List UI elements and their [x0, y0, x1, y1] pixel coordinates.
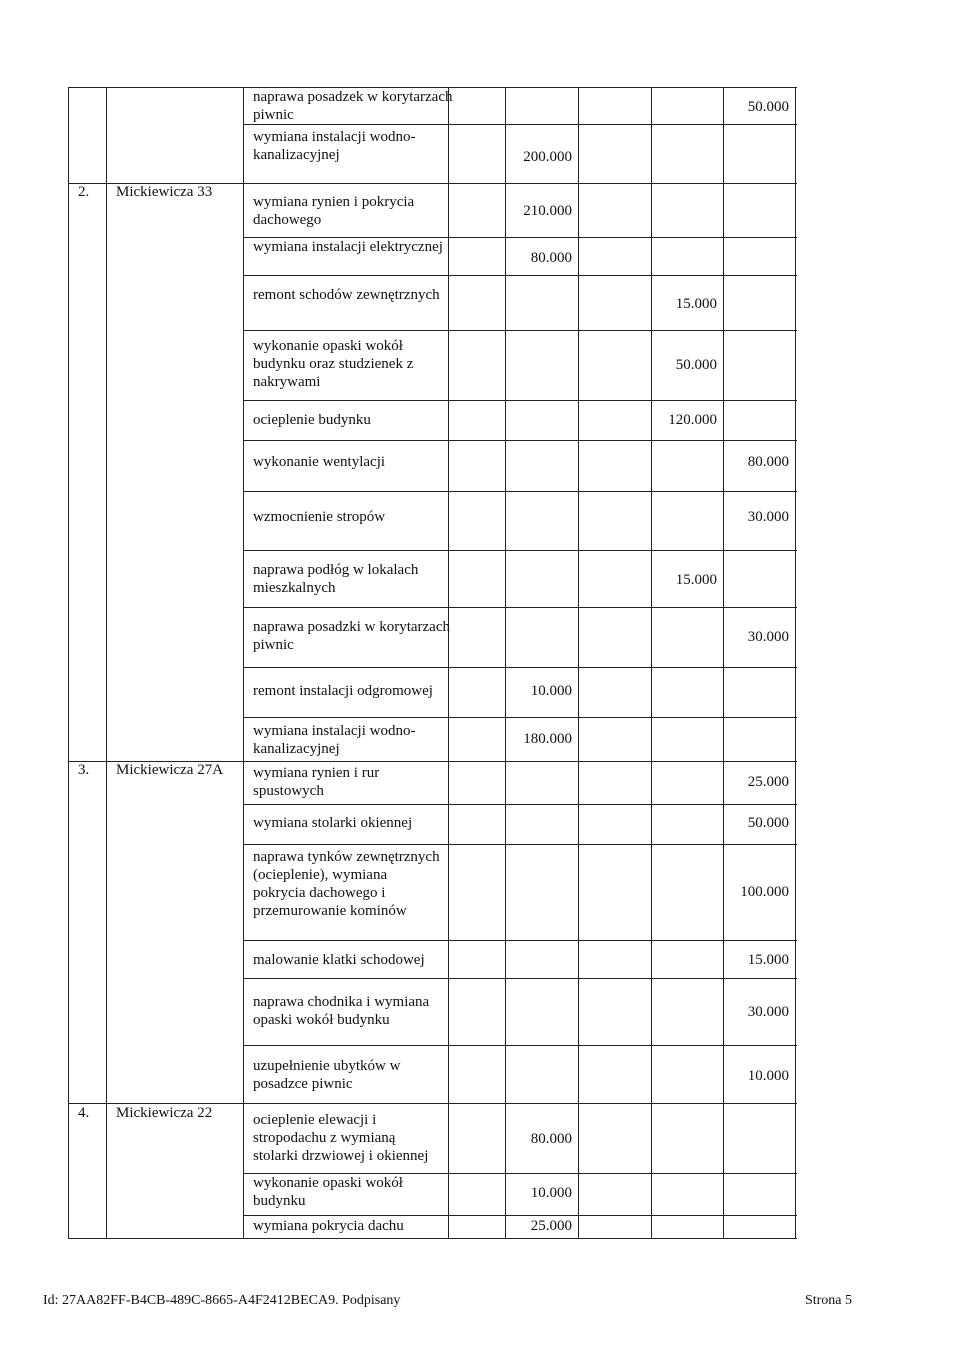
table-border-bottom: [68, 1238, 797, 1239]
building-number: 2.: [78, 184, 90, 200]
row-divider: [243, 491, 797, 492]
building-address: Mickiewicza 33: [116, 184, 213, 200]
work-amount: 80.000: [530, 1131, 572, 1147]
row-divider: [243, 550, 797, 551]
work-description: wykonanie opaski wokół budynku: [253, 1175, 403, 1209]
row-divider: [243, 667, 797, 668]
table-border-right: [795, 87, 796, 1239]
document-id: Id: 27AA82FF-B4CB-489C-8665-A4F2412BECA9. Podpisany: [43, 1293, 401, 1308]
column-divider: [106, 87, 107, 1239]
work-description: ocieplenie elewacji i stropodachu z wymianą stolarki drzwiowej i okiennej: [253, 1112, 429, 1164]
work-amount: 10.000: [530, 1185, 572, 1201]
building-number: 3.: [78, 762, 90, 778]
work-description: wymiana rynien i rur spustowych: [253, 765, 380, 799]
row-divider: [243, 1045, 797, 1046]
building-address: Mickiewicza 27A: [116, 762, 224, 778]
row-divider: [243, 940, 797, 941]
row-divider: [243, 183, 797, 184]
work-amount: 30.000: [747, 629, 789, 645]
work-description: remont instalacji odgromowej: [253, 683, 433, 699]
building-address: Mickiewicza 22: [116, 1105, 213, 1121]
work-description: wymiana rynien i pokrycia dachowego: [253, 194, 415, 228]
work-amount: 15.000: [675, 296, 717, 312]
column-divider: [651, 87, 652, 1239]
work-description: malowanie klatki schodowej: [253, 952, 425, 968]
row-divider: [243, 440, 797, 441]
work-amount: 200.000: [523, 149, 572, 165]
row-divider: [243, 804, 797, 805]
work-amount: 10.000: [530, 683, 572, 699]
work-description: wykonanie wentylacji: [253, 454, 386, 470]
work-amount: 50.000: [675, 357, 717, 373]
row-divider: [243, 400, 797, 401]
row-divider: [243, 124, 797, 125]
works-table: [68, 87, 797, 1239]
building-number: 4.: [78, 1105, 90, 1121]
work-description: wykonanie opaski wokół budynku oraz studzienek z nakrywami: [253, 338, 414, 390]
row-divider: [243, 607, 797, 608]
work-amount: 180.000: [523, 731, 572, 747]
work-amount: 10.000: [747, 1068, 789, 1084]
work-amount: 210.000: [523, 203, 572, 219]
work-amount: 80.000: [530, 250, 572, 266]
work-amount: 80.000: [747, 454, 789, 470]
table-border-left: [68, 87, 69, 1239]
page-number: Strona 5: [804, 1293, 852, 1308]
work-description: wymiana pokrycia dachu: [253, 1218, 404, 1234]
work-amount: 15.000: [675, 572, 717, 588]
column-divider: [243, 87, 244, 1239]
work-amount: 50.000: [747, 815, 789, 831]
work-amount: 30.000: [747, 1004, 789, 1020]
column-divider: [578, 87, 579, 1239]
work-description: naprawa tynków zewnętrznych (ocieplenie), wymiana pokrycia dachowego i przemurowanie kominów: [253, 849, 440, 919]
work-amount: 15.000: [747, 952, 789, 968]
row-divider: [243, 275, 797, 276]
row-divider: [243, 330, 797, 331]
work-amount: 30.000: [747, 509, 789, 525]
work-description: wymiana instalacji elektrycznej: [253, 239, 443, 255]
work-amount: 25.000: [747, 774, 789, 790]
work-description: remont schodów zewnętrznych: [253, 287, 440, 303]
work-amount: 120.000: [668, 412, 717, 428]
row-divider: [243, 844, 797, 845]
work-description: ocieplenie budynku: [253, 412, 371, 428]
work-description: wzmocnienie stropów: [253, 509, 386, 525]
work-description: wymiana instalacji wodno-kanalizacyjnej: [253, 723, 416, 757]
work-amount: 100.000: [740, 884, 789, 900]
work-description: naprawa posadzek w korytarzach piwnic: [253, 89, 453, 123]
work-description: wymiana instalacji wodno-kanalizacyjnej: [253, 129, 416, 163]
work-description: naprawa podłóg w lokalach mieszkalnych: [253, 562, 419, 596]
work-amount: 50.000: [747, 99, 789, 115]
work-description: naprawa posadzki w korytarzach piwnic: [253, 619, 450, 653]
work-description: wymiana stolarki okiennej: [253, 815, 413, 831]
work-description: naprawa chodnika i wymiana opaski wokół budynku: [253, 994, 430, 1028]
row-divider: [243, 1103, 797, 1104]
work-amount: 25.000: [530, 1218, 572, 1234]
row-divider: [243, 978, 797, 979]
row-divider: [243, 1215, 797, 1216]
row-divider: [243, 761, 797, 762]
row-divider: [243, 717, 797, 718]
work-description: uzupełnienie ubytków w posadzce piwnic: [253, 1058, 401, 1092]
